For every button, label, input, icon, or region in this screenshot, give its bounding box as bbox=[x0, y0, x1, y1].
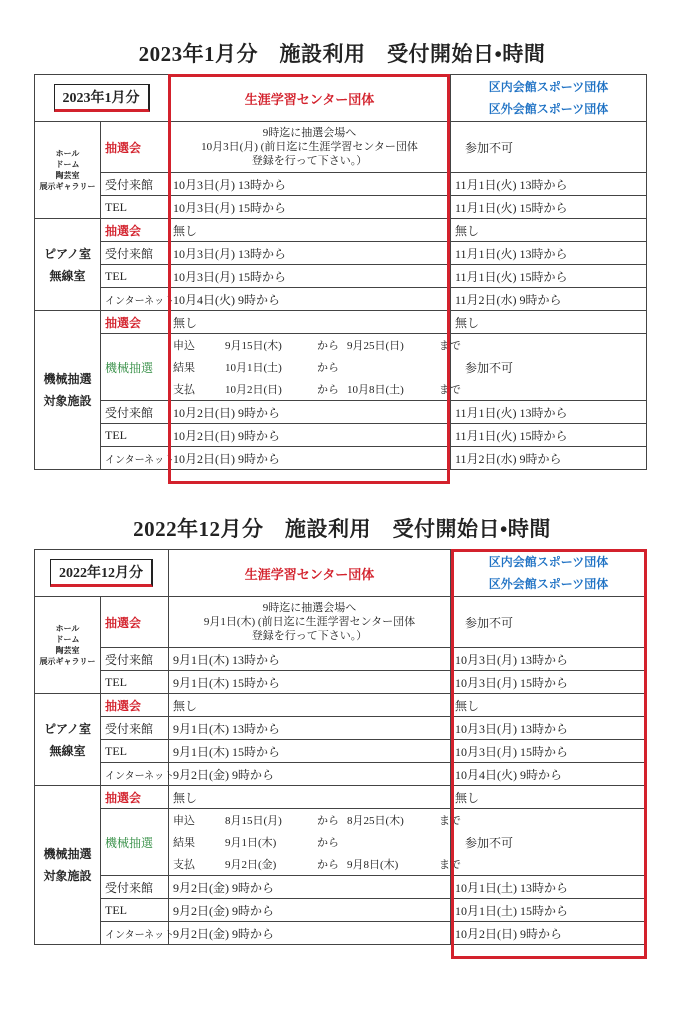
row-label-tel: TEL bbox=[101, 899, 169, 922]
period-to: 9月25日(日) bbox=[347, 340, 404, 352]
period-key: 申込 bbox=[173, 815, 195, 827]
row-label-internet: インターネット bbox=[101, 288, 169, 311]
visit-center: 9月2日(金) 9時から bbox=[169, 876, 451, 899]
apply-period bbox=[169, 809, 461, 832]
row-label-internet: インターネット bbox=[101, 763, 169, 786]
tel-center: 9月1日(木) 15時から bbox=[169, 740, 451, 763]
tel-sports: 10月3日(月) 15時から bbox=[451, 671, 647, 694]
lottery-note bbox=[169, 597, 451, 648]
visit-sports: 10月3日(月) 13時から bbox=[451, 648, 647, 671]
facility-name: 無線室 bbox=[49, 268, 86, 283]
period-mid: から bbox=[317, 859, 339, 871]
facility-name: 機械抽選 bbox=[43, 847, 92, 861]
facility-group-hall bbox=[35, 122, 101, 219]
row-label-lottery: 抽選会 bbox=[101, 694, 169, 717]
facility-name: 展示ギャラリー bbox=[39, 182, 96, 191]
facility-name: 対象施設 bbox=[43, 394, 92, 408]
visit-sports: 11月1日(火) 13時から bbox=[451, 242, 647, 265]
note-line: 10月3日(月) (前日迄に生涯学習センター団体 bbox=[201, 141, 418, 153]
facility-name: ピアノ室 bbox=[43, 721, 92, 736]
tel-sports: 11月1日(火) 15時から bbox=[451, 265, 647, 288]
row-label-visit: 受付来館 bbox=[101, 648, 169, 671]
tel-center: 10月2日(日) 9時から bbox=[169, 424, 451, 447]
row-label-visit: 受付来館 bbox=[101, 401, 169, 424]
schedule-table bbox=[34, 74, 647, 470]
header-line-outer: 区外会館スポーツ団体 bbox=[488, 577, 609, 591]
tel-center: 9月2日(金) 9時から bbox=[169, 899, 451, 922]
header-line-inner: 区内会館スポーツ団体 bbox=[488, 80, 609, 94]
period-from: 9月1日(木) bbox=[225, 837, 277, 849]
period-mid: から bbox=[317, 362, 339, 374]
facility-name: 展示ギャラリー bbox=[39, 657, 96, 666]
row-label-visit: 受付来館 bbox=[101, 242, 169, 265]
lottery-sports: 無し bbox=[451, 694, 647, 717]
period-to: 10月8日(土) bbox=[347, 384, 404, 396]
period-from: 9月2日(金) bbox=[225, 859, 277, 871]
visit-center: 10月3日(月) 13時から bbox=[169, 242, 451, 265]
section-title: 2022年12月分 施設利用 受付開始日•時間 bbox=[133, 517, 551, 541]
lottery-note bbox=[169, 122, 451, 173]
visit-center: 9月1日(木) 13時から bbox=[169, 648, 451, 671]
visit-center: 10月3日(月) 13時から bbox=[169, 173, 451, 196]
column-header-center-groups: 生涯学習センター団体 bbox=[169, 550, 451, 597]
internet-sports: 11月2日(水) 9時から bbox=[451, 447, 647, 470]
apply-period bbox=[169, 334, 461, 357]
period-key: 結果 bbox=[173, 362, 195, 374]
result-period bbox=[169, 831, 451, 853]
internet-center: 9月2日(金) 9時から bbox=[169, 763, 451, 786]
period-mid: から bbox=[317, 837, 339, 849]
lottery-center: 無し bbox=[169, 219, 451, 242]
lottery-other: 参加不可 bbox=[451, 122, 647, 173]
period-key: 支払 bbox=[173, 384, 195, 396]
facility-name: 無線室 bbox=[49, 743, 86, 758]
month-label: 2023年1月分 bbox=[54, 84, 150, 112]
lottery-center: 無し bbox=[169, 786, 451, 809]
column-header-center-groups: 生涯学習センター団体 bbox=[169, 75, 451, 122]
note-line: 登録を行って下さい。） bbox=[251, 630, 368, 642]
row-label-lottery: 抽選会 bbox=[101, 597, 169, 648]
period-from: 10月1日(土) bbox=[225, 362, 282, 374]
period-to: 9月8日(木) bbox=[347, 859, 399, 871]
row-label-tel: TEL bbox=[101, 196, 169, 219]
facility-name: 陶芸室 bbox=[55, 171, 80, 180]
row-label-tel: TEL bbox=[101, 740, 169, 763]
period-to: 8月25日(木) bbox=[347, 815, 404, 827]
visit-sports: 11月1日(火) 13時から bbox=[451, 173, 647, 196]
note-line: 9時迄に抽選会場へ bbox=[262, 127, 357, 139]
lottery-sports: 無し bbox=[451, 219, 647, 242]
period-end: まで bbox=[439, 340, 461, 352]
period-key: 結果 bbox=[173, 837, 195, 849]
note-line: 登録を行って下さい。） bbox=[251, 155, 368, 167]
facility-name: ドーム bbox=[55, 160, 80, 169]
row-label-machine-lottery: 機械抽選 bbox=[101, 334, 169, 401]
note-line: 9時迄に抽選会場へ bbox=[262, 602, 357, 614]
month-label: 2022年12月分 bbox=[50, 559, 153, 587]
tel-center: 9月1日(木) 15時から bbox=[169, 671, 451, 694]
tel-sports: 11月1日(火) 15時から bbox=[451, 424, 647, 447]
row-label-machine-lottery: 機械抽選 bbox=[101, 809, 169, 876]
row-label-visit: 受付来館 bbox=[101, 876, 169, 899]
column-header-sports-groups bbox=[451, 75, 647, 122]
period-key: 支払 bbox=[173, 859, 195, 871]
period-key: 申込 bbox=[173, 340, 195, 352]
period-end: まで bbox=[439, 384, 461, 396]
lottery-center: 無し bbox=[169, 311, 451, 334]
facility-group-piano bbox=[35, 694, 101, 786]
row-label-lottery: 抽選会 bbox=[101, 786, 169, 809]
machine-lottery-other: 参加不可 bbox=[451, 334, 647, 401]
tel-sports: 10月1日(土) 15時から bbox=[451, 899, 647, 922]
schedule-table bbox=[34, 549, 647, 945]
machine-lottery-other: 参加不可 bbox=[451, 809, 647, 876]
tel-sports: 10月3日(月) 15時から bbox=[451, 740, 647, 763]
facility-group-machine bbox=[35, 786, 101, 945]
period-mid: から bbox=[317, 815, 339, 827]
visit-center: 9月1日(木) 13時から bbox=[169, 717, 451, 740]
period-from: 9月15日(木) bbox=[225, 340, 282, 352]
facility-name: 陶芸室 bbox=[55, 646, 80, 655]
visit-sports: 10月3日(月) 13時から bbox=[451, 717, 647, 740]
facility-group-hall bbox=[35, 597, 101, 694]
facility-name: 機械抽選 bbox=[43, 372, 92, 386]
facility-group-piano bbox=[35, 219, 101, 311]
header-line-outer: 区外会館スポーツ団体 bbox=[488, 102, 609, 116]
internet-center: 9月2日(金) 9時から bbox=[169, 922, 451, 945]
row-label-tel: TEL bbox=[101, 424, 169, 447]
visit-sports: 11月1日(火) 13時から bbox=[451, 401, 647, 424]
internet-center: 10月4日(火) 9時から bbox=[169, 288, 451, 311]
facility-name: 対象施設 bbox=[43, 869, 92, 883]
row-label-visit: 受付来館 bbox=[101, 717, 169, 740]
internet-center: 10月2日(日) 9時から bbox=[169, 447, 451, 470]
internet-sports: 11月2日(水) 9時から bbox=[451, 288, 647, 311]
row-label-visit: 受付来館 bbox=[101, 173, 169, 196]
note-line: 9月1日(木) (前日迄に生涯学習センター団体 bbox=[203, 616, 416, 628]
row-label-lottery: 抽選会 bbox=[101, 219, 169, 242]
pay-period bbox=[169, 378, 461, 401]
tel-sports: 11月1日(火) 15時から bbox=[451, 196, 647, 219]
facility-name: ピアノ室 bbox=[43, 246, 92, 261]
row-label-tel: TEL bbox=[101, 671, 169, 694]
result-period bbox=[169, 356, 451, 378]
visit-sports: 10月1日(土) 13時から bbox=[451, 876, 647, 899]
facility-name: ドーム bbox=[55, 635, 80, 644]
month-label-cell bbox=[35, 550, 169, 597]
lottery-sports: 無し bbox=[451, 786, 647, 809]
header-line-inner: 区内会館スポーツ団体 bbox=[488, 555, 609, 569]
lottery-other: 参加不可 bbox=[451, 597, 647, 648]
row-label-tel: TEL bbox=[101, 265, 169, 288]
tel-center: 10月3日(月) 15時から bbox=[169, 196, 451, 219]
period-end: まで bbox=[439, 859, 461, 871]
column-header-sports-groups bbox=[451, 550, 647, 597]
row-label-internet: インターネット bbox=[101, 447, 169, 470]
pay-period bbox=[169, 853, 461, 876]
section-title: 2023年1月分 施設利用 受付開始日•時間 bbox=[138, 42, 546, 66]
period-end: まで bbox=[439, 815, 461, 827]
row-label-lottery: 抽選会 bbox=[101, 122, 169, 173]
internet-sports: 10月4日(火) 9時から bbox=[451, 763, 647, 786]
facility-group-machine bbox=[35, 311, 101, 470]
row-label-lottery: 抽選会 bbox=[101, 311, 169, 334]
lottery-sports: 無し bbox=[451, 311, 647, 334]
visit-center: 10月2日(日) 9時から bbox=[169, 401, 451, 424]
facility-name: ホール bbox=[55, 149, 80, 158]
facility-name: ホール bbox=[55, 624, 80, 633]
lottery-center: 無し bbox=[169, 694, 451, 717]
row-label-internet: インターネット bbox=[101, 922, 169, 945]
month-label-cell bbox=[35, 75, 169, 122]
tel-center: 10月3日(月) 15時から bbox=[169, 265, 451, 288]
period-from: 10月2日(日) bbox=[225, 384, 282, 396]
internet-sports: 10月2日(日) 9時から bbox=[451, 922, 647, 945]
period-mid: から bbox=[317, 340, 339, 352]
period-mid: から bbox=[317, 384, 339, 396]
period-from: 8月15日(月) bbox=[225, 815, 282, 827]
